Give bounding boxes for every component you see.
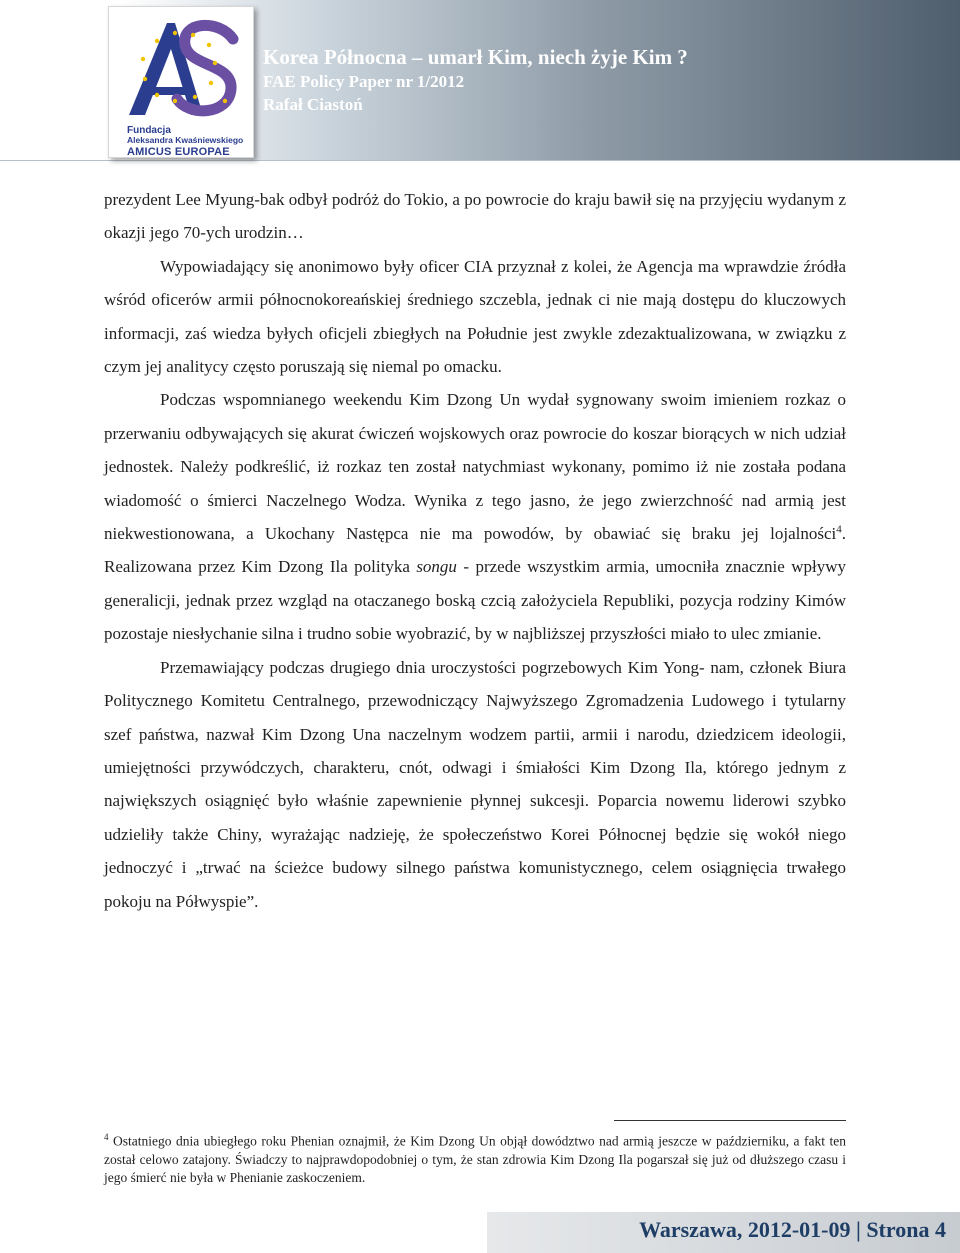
footer-bar xyxy=(487,1212,960,1253)
header-titles xyxy=(263,44,688,116)
logo-line-fundacja: Fundacja xyxy=(127,125,171,136)
ae-monogram-icon xyxy=(115,11,247,123)
footnote-divider xyxy=(614,1120,846,1121)
paper-title: Korea Północna – umarł Kim, niech żyje Kim ? xyxy=(263,45,688,69)
paper-series: FAE Policy Paper nr 1/2012 xyxy=(263,72,465,91)
footnote-reference[interactable]: 4 xyxy=(836,523,842,536)
paragraph-3-part-b: . Realizowana przez Kim Dzong Ila polityka xyxy=(104,524,846,577)
footnote-number: 4 xyxy=(104,1132,109,1142)
paragraph-1: prezydent Lee Myung-bak odbył podróż do Tokio, a po powrocie do kraju bawił się na przyjęciu wydanym z okazji jego 70-ych urodzin… xyxy=(104,190,846,243)
footnote-text: Ostatniego dnia ubiegłego roku Phenian oznajmił, że Kim Dzong Un objął dowództwo nad armią jeszcze w październiku, a fakt ten został celowo zatajony. Świadczy to najprawdopodobniej o tym, że stan zdrowia Kim Dzong Ila pogarszał się już od dłuższego czasu i jego śmierć nie była w Phenianie zaskoczeniem. xyxy=(104,1133,846,1185)
paragraph-3-part-c: - przede wszystkim armia, umocniła znacznie wpływy generalicji, jednak przez wzgląd na otaczanego boską czcią założyciela Republiki, pozycja rodziny Kimów pozostaje niesłychanie silna i trudno sobie wyobrazić, by w najbliższej przyszłości miało to ulec zmianie. xyxy=(104,557,846,644)
header-banner xyxy=(0,0,960,161)
body-text xyxy=(104,183,846,918)
paper-author: Rafał Ciastoń xyxy=(263,95,363,114)
logo-line-name: Aleksandra Kwaśniewskiego xyxy=(127,135,244,145)
paragraph-4: Przemawiający podczas drugiego dnia uroczystości pogrzebowych Kim Yong- nam, członek Biura Politycznego Komitetu Centralnego, przewodniczący Najwyższego Zgromadzenia Ludowego i tytularny szef państwa, nazwał Kim Dzong Una naczelnym wodzem partii, armii i narodu, dziedzicem ideologii, umiejętności przywódczych, charakteru, cnót, odwagi i śmiałości Kim Dzong Ila, którego jednym z największych osiągnięć było właśnie zapewnienie płynnej sukcesji. Poparcia nowemu liderowi szybko udzieliły także Chiny, wyrażając nadzieję, że społeczeństwo Korei Północnej będzie się wokół niego jednoczyć i „trwać na ścieżce budowy silnego państwa komunistycznego, celem osiągnięcia trwałego pokoju na Półwyspie”. xyxy=(104,657,846,911)
paragraph-2: Wypowiadający się anonimowo były oficer CIA przyznał z kolei, że Agencja ma wprawdzie źródła wśród oficerów armii północnokoreańskiej średniego szczebla, jednak ci nie mają dostępu do kluczowych informacji, zaś wiedza byłych oficjeli zbiegłych na Południe jest zwykle zdezaktualizowana, w związku z czym jej analitycy często poruszają się niemal po omacku. xyxy=(104,256,846,377)
paragraph-3 xyxy=(104,383,846,650)
footnote xyxy=(104,1128,846,1187)
foundation-logo xyxy=(108,6,254,158)
footer-location-date-page: Warszawa, 2012-01-09 | Strona 4 xyxy=(639,1217,946,1242)
italic-term-songu: songu xyxy=(416,557,457,577)
paragraph-3-part-a: Podczas wspomnianego weekendu Kim Dzong Un wydał sygnowany swoim imieniem rozkaz o przerwaniu odbywających się akurat ćwiczeń wojskowych oraz powrocie do koszar biorących w nich udział jednostek. Należy podkreślić, iż rozkaz ten został natychmiast wykonany, pomimo iż nie została podana wiadomość o śmierci Naczelnego Wodza. Wynika z tego jasno, że jego zwierzchność nad armią jest niekwestionowana, a Ukochany Następca nie ma powodów, by obawiać się braku jej lojalności xyxy=(104,390,846,544)
logo-line-amicus: AMICUS EUROPAE xyxy=(127,146,230,158)
